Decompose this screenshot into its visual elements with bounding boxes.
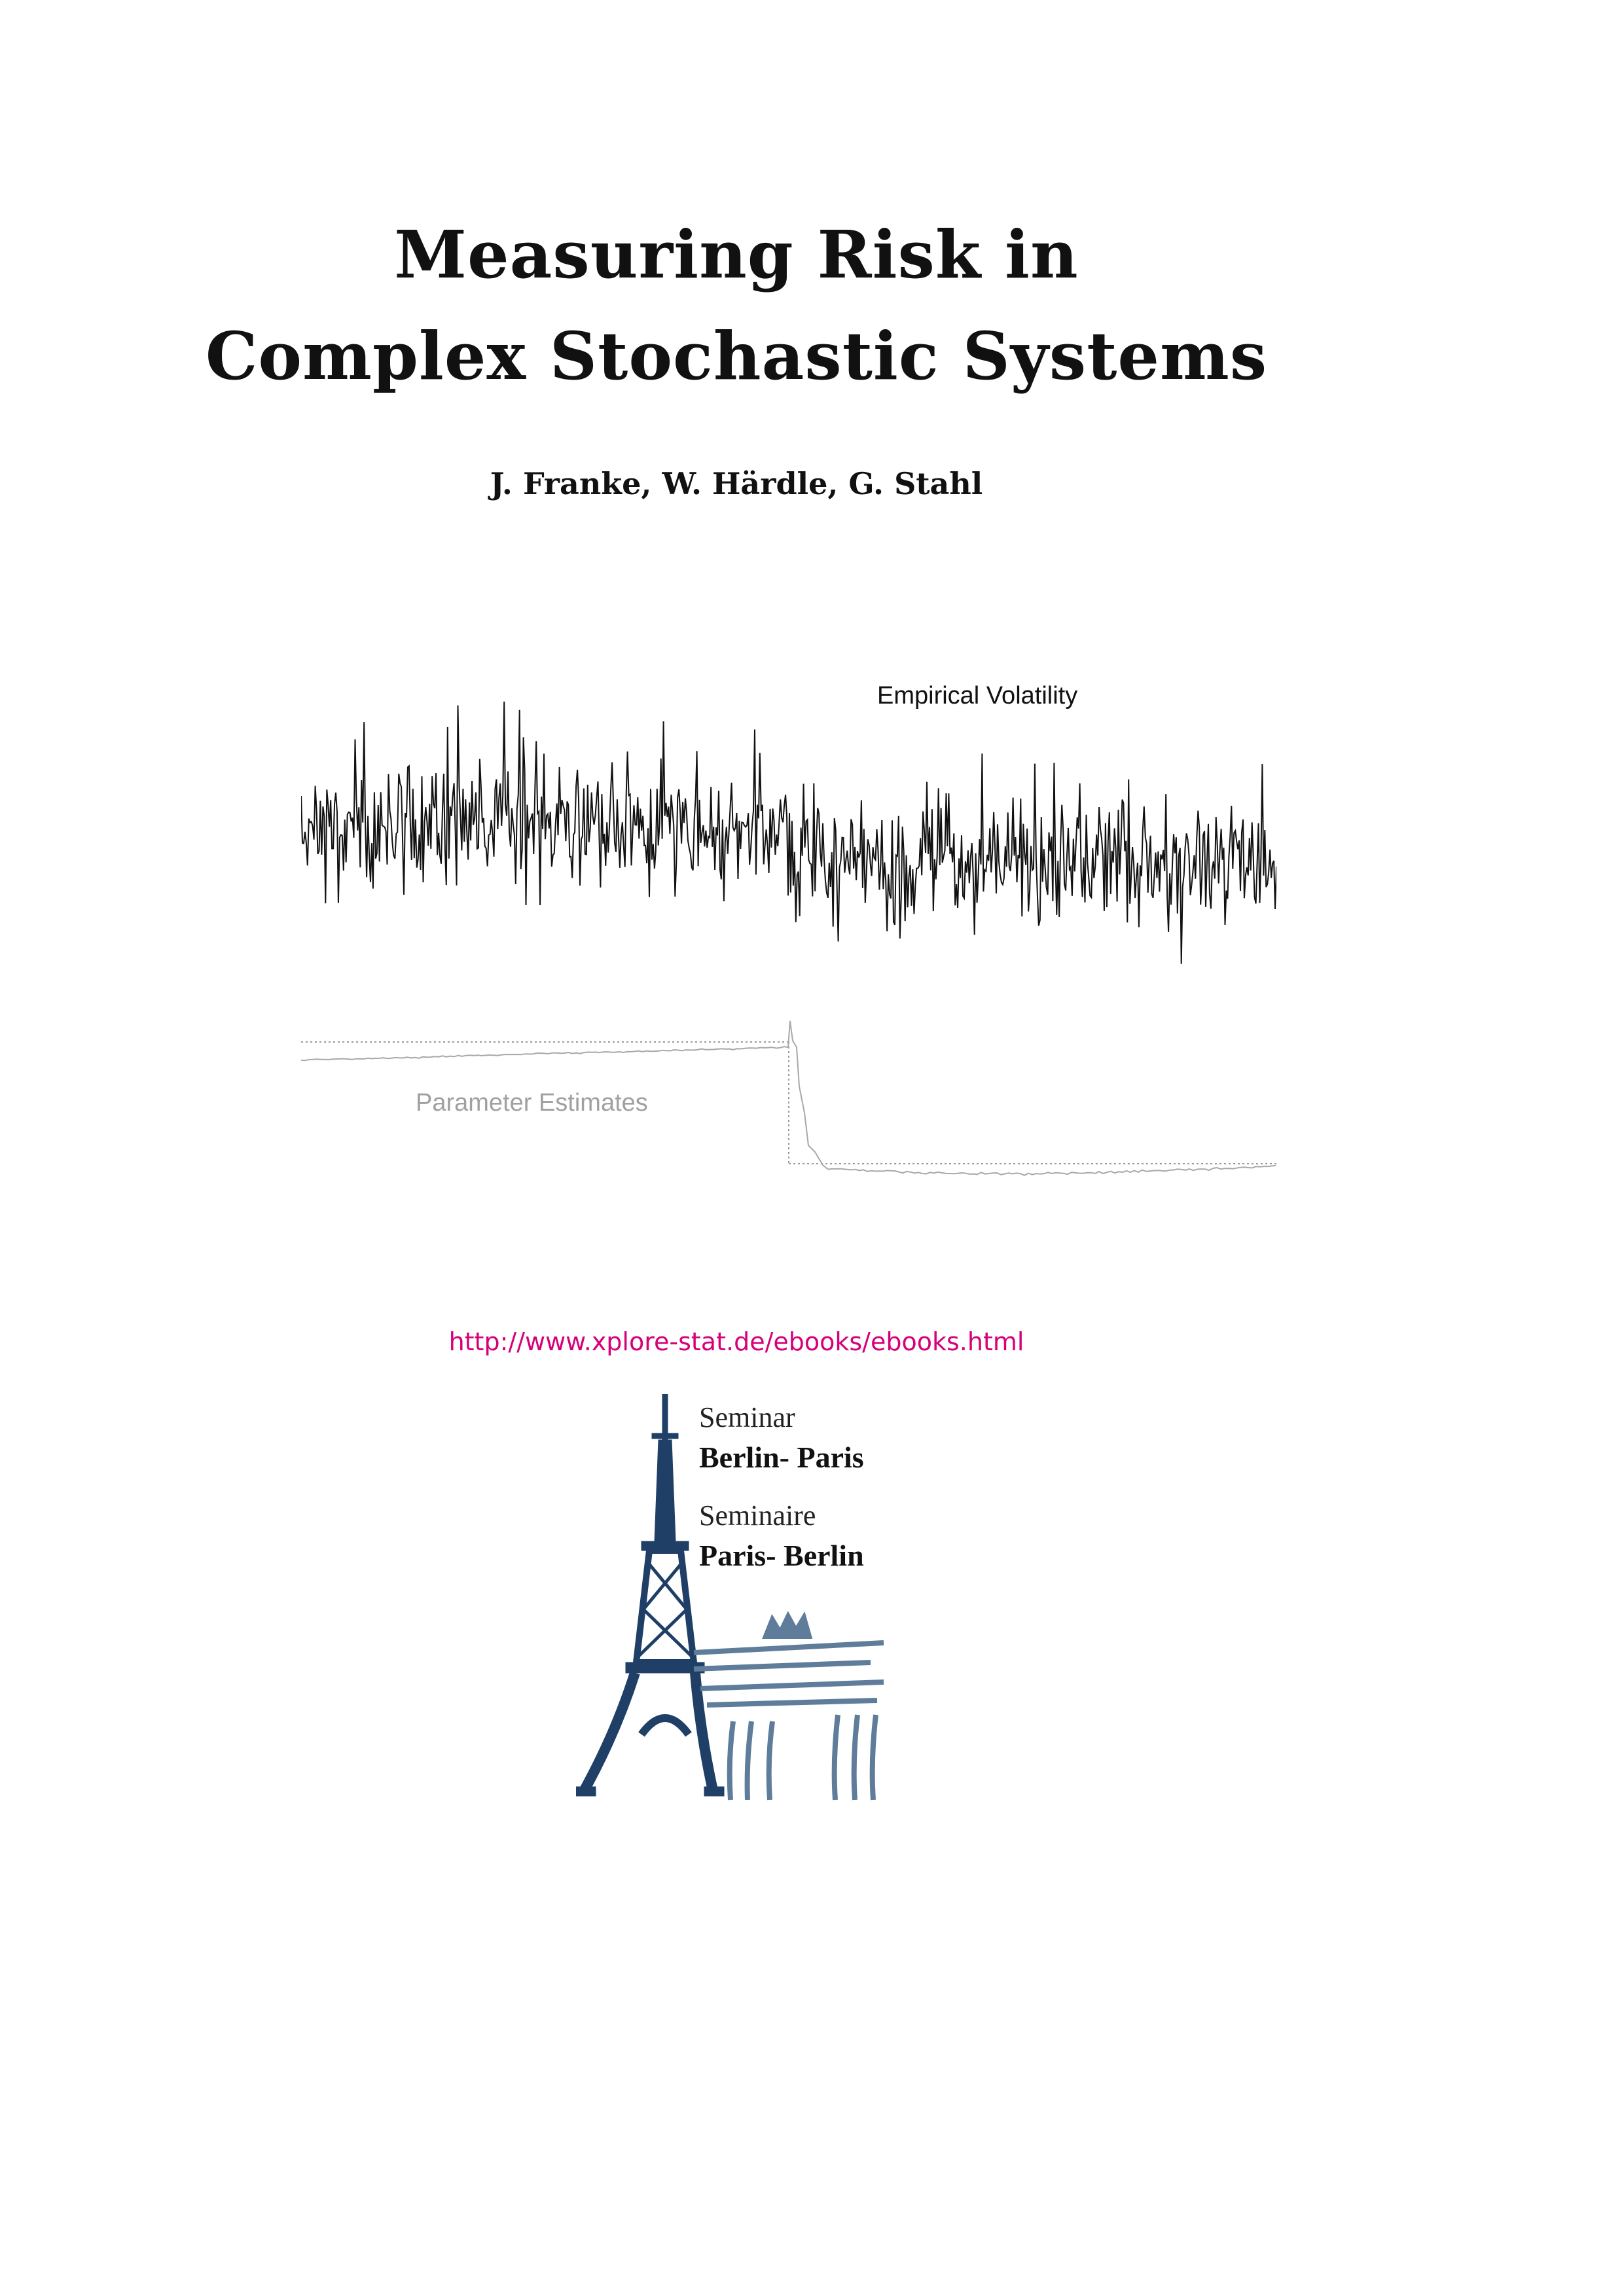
empirical-volatility-series (301, 702, 1276, 964)
logo-line-seminar: Seminar (699, 1401, 795, 1433)
logo-line-berlin-paris: Berlin- Paris (699, 1441, 864, 1474)
volatility-figure (301, 628, 1276, 1191)
ebook-url-link[interactable]: http://www.xplore-stat.de/ebooks/ebooks.html (448, 1327, 1024, 1356)
empirical-volatility-label: Empirical Volatility (877, 682, 1078, 709)
parameter-estimates-label: Parameter Estimates (416, 1089, 648, 1117)
book-title-line1: Measuring Risk in (394, 216, 1079, 293)
logo-line-seminaire: Seminaire (699, 1499, 816, 1532)
authors: J. Franke, W. Härdle, G. Stahl (490, 466, 983, 501)
book-title-line2: Complex Stochastic Systems (205, 317, 1268, 395)
logo-line-paris-berlin: Paris- Berlin (699, 1539, 864, 1572)
seminar-berlin-paris-logo (576, 1394, 916, 1813)
brandenburg-gate-icon (694, 1617, 884, 1800)
